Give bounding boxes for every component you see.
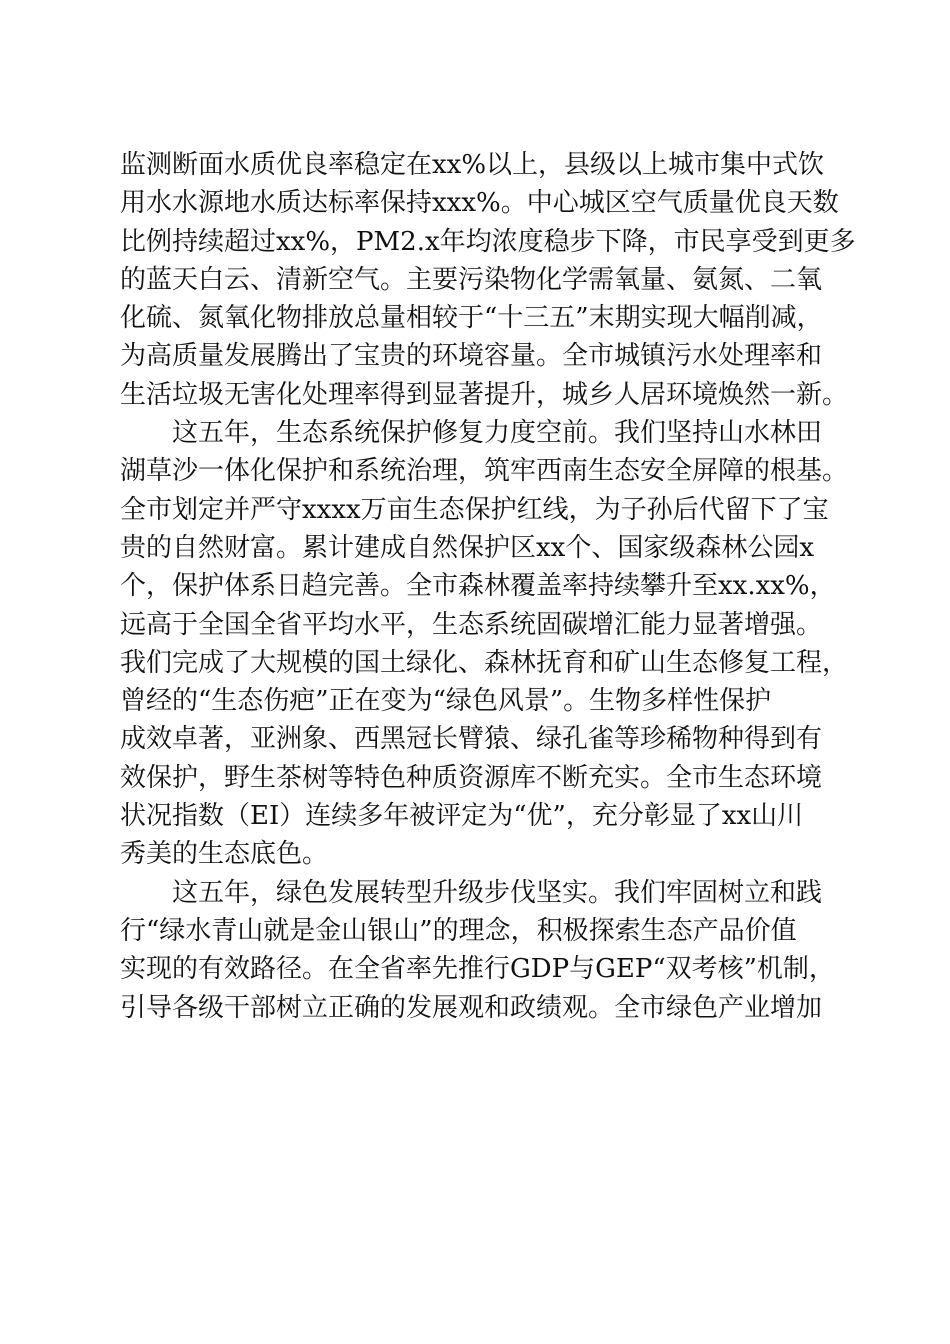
text-line: 我们完成了大规模的国土绿化、森林抚育和矿山生态修复工程，: [120, 647, 849, 678]
text-line: 为高质量发展腾出了宝贵的环境容量。全市城镇污水处理率和: [120, 341, 823, 372]
text-line: 效保护，野生茶树等特色种质资源库不断充实。全市生态环境: [120, 762, 823, 793]
text-line: 比例持续超过xx%，PM2.x年均浓度稳步下降，市民享受到更多: [120, 226, 856, 257]
text-line: 贵的自然财富。累计建成自然保护区xx个、国家级森林公园x: [120, 532, 814, 563]
text-line: 秀美的生态底色。: [120, 839, 329, 870]
text-line: 引导各级干部树立正确的发展观和政绩观。全市绿色产业增加: [120, 992, 823, 1023]
text-line: 远高于全国全省平均水平，生态系统固碳增汇能力显著增强。: [120, 609, 823, 640]
text-line: 用水水源地水质达标率保持xxx%。中心城区空气质量优良天数: [120, 188, 839, 219]
document-body: [120, 146, 856, 1027]
text-line: 这五年，绿色发展转型升级步伐坚实。我们牢固树立和践: [120, 877, 823, 908]
paragraph-green-development: [120, 874, 835, 1027]
text-line: 状况指数（EI）连续多年被评定为“优”，充分彰显了xx山川: [120, 801, 804, 832]
text-line: 生活垃圾无害化处理率得到显著提升，城乡人居环境焕然一新。: [120, 379, 849, 410]
text-line: 的蓝天白云、清新空气。主要污染物化学需氧量、氨氮、二氧: [120, 264, 823, 295]
text-line: 实现的有效路径。在全省率先推行GDP与GEP“双考核”机制，: [120, 954, 835, 985]
text-line: 这五年，生态系统保护修复力度空前。我们坚持山水林田: [120, 418, 823, 449]
text-line: 成效卓著，亚洲象、西黑冠长臂猿、绿孔雀等珍稀物种得到有: [120, 724, 823, 755]
paragraph-ecosystem-protection: [120, 414, 849, 874]
text-line: 全市划定并严守xxxx万亩生态保护红线，为子孙后代留下了宝: [120, 494, 829, 525]
text-line: 行“绿水青山就是金山银山”的理念，积极探索生态产品价值: [120, 915, 797, 946]
text-line: 监测断面水质优良率稳定在xx%以上，县级以上城市集中式饮: [120, 150, 825, 180]
paragraph-environment-quality: [120, 146, 856, 414]
text-line: 化硫、氮氧化物排放总量相较于“十三五”末期实现大幅削减，: [120, 303, 823, 334]
text-line: 曾经的“生态伤疤”正在变为“绿色风景”。生物多样性保护: [120, 686, 772, 717]
text-line: 个，保护体系日趋完善。全市森林覆盖率持续攀升至xx.xx%，: [120, 571, 836, 602]
text-line: 湖草沙一体化保护和系统治理，筑牢西南生态安全屏障的根基。: [120, 456, 849, 487]
